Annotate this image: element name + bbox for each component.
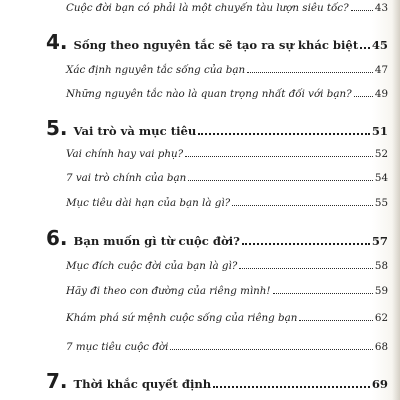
- toc-entry-title: Khám phá sứ mệnh cuộc sống của riêng bạn: [66, 312, 298, 324]
- toc-entry-sub: [66, 2, 388, 14]
- leader-dots: [185, 156, 373, 157]
- toc-entry-title: 7 mục tiêu cuộc đời: [66, 341, 169, 353]
- toc-entry-title: Mục tiêu dài hạn của bạn là gì?: [66, 197, 231, 209]
- leader-dots: [242, 243, 370, 245]
- leader-dots: [239, 268, 373, 269]
- toc-entry-sub: [66, 197, 388, 209]
- toc-entry-sub: [66, 148, 388, 160]
- toc-entry-title: Cuộc đời bạn có phải là một chuyến tàu lượn siêu tốc?: [66, 2, 349, 14]
- toc-entry-chapter: [46, 32, 388, 52]
- toc-entry-title: Vai chính hay vai phụ?: [66, 148, 184, 160]
- leader-dots: [299, 320, 372, 321]
- leader-dots: [213, 386, 370, 388]
- toc-entry-title: Hãy đi theo con đường của riêng mình!: [66, 285, 271, 297]
- toc-entry-title: Bạn muốn gì từ cuộc đời?: [73, 234, 240, 248]
- toc-entry-sub: [66, 172, 388, 184]
- toc-entry-title: Thời khắc quyết định: [73, 377, 212, 391]
- leader-dots: [170, 349, 372, 350]
- leader-dots: [247, 72, 373, 73]
- leader-dots: [354, 96, 373, 97]
- toc-entry-sub: [66, 64, 388, 76]
- toc-entry-chapter: [46, 118, 388, 138]
- chapter-number: 4.: [46, 30, 68, 54]
- toc-entry-page: 62: [374, 312, 388, 324]
- toc-entry-page: 59: [374, 285, 388, 297]
- toc-entry-page: 57: [371, 234, 388, 248]
- chapter-number: 7.: [46, 369, 68, 393]
- leader-dots: [198, 133, 370, 135]
- toc-entry-title: Những nguyên tắc nào là quan trọng nhất đối với bạn?: [66, 88, 352, 100]
- toc-entry-sub: [66, 260, 388, 272]
- toc-entry-chapter: [46, 371, 388, 391]
- toc-entry-page: 43: [374, 2, 388, 14]
- chapter-number: 6.: [46, 226, 68, 250]
- toc-entry-title: Vai trò và mục tiêu: [73, 124, 197, 138]
- leader-dots: [351, 10, 373, 11]
- toc-entry-page: 49: [374, 88, 388, 100]
- leader-dots: [273, 293, 373, 294]
- toc-entry-page: 54: [374, 172, 388, 184]
- toc-entry-page: 55: [374, 197, 388, 209]
- toc-entry-title: Sống theo nguyên tắc sẽ tạo ra sự khác biệt: [73, 38, 359, 52]
- toc-entry-page: 45: [371, 38, 388, 52]
- leader-dots: [232, 205, 373, 206]
- toc-entry-sub: [66, 341, 388, 353]
- toc-entry-title: Mục đích cuộc đời của bạn là gì?: [66, 260, 238, 272]
- toc-entry-page: 52: [374, 148, 388, 160]
- toc-entry-chapter: [46, 228, 388, 248]
- toc-entry-page: 58: [374, 260, 388, 272]
- toc-entry-page: 47: [374, 64, 388, 76]
- toc-entry-sub: [66, 312, 388, 324]
- toc-entry-sub: [66, 285, 388, 297]
- toc-entry-sub: [66, 88, 388, 100]
- toc-entry-page: 69: [371, 377, 388, 391]
- leader-dots: [360, 47, 370, 49]
- toc-entry-page: 68: [374, 341, 388, 353]
- toc-entry-title: 7 vai trò chính của bạn: [66, 172, 187, 184]
- toc-entry-title: Xác định nguyên tắc sống của bạn: [66, 64, 246, 76]
- leader-dots: [188, 180, 373, 181]
- chapter-number: 5.: [46, 116, 68, 140]
- page-edge-shadow: [392, 0, 400, 400]
- toc-entry-page: 51: [371, 124, 388, 138]
